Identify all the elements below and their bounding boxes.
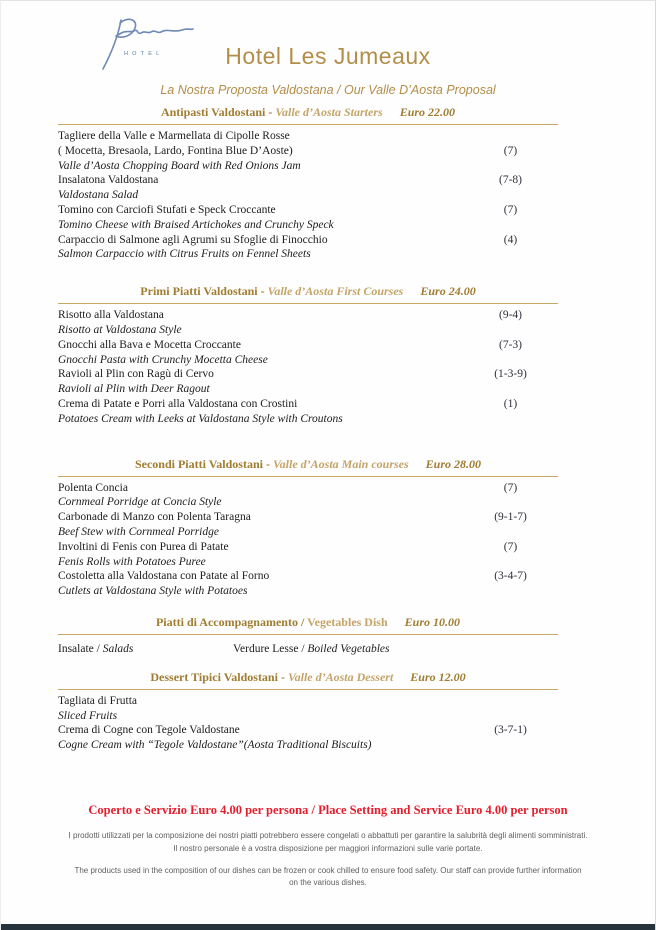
dish-translation: Fenis Rolls with Potatoes Puree bbox=[58, 555, 206, 568]
section-title-en: Valle d’Aosta Dessert bbox=[287, 669, 394, 684]
side-dish-name: Verdure Lesse / bbox=[233, 642, 308, 655]
dish-row bbox=[58, 540, 558, 555]
side-dish-translation: Boiled Vegetables bbox=[307, 642, 390, 655]
dish-allergen-numbers: (9-1-7) bbox=[494, 511, 527, 524]
dish-allergen-numbers: (7-3) bbox=[499, 338, 522, 351]
logo-hotel-text: HOTEL bbox=[124, 51, 164, 57]
dish-allergen-numbers: (7) bbox=[503, 203, 518, 216]
page-title: Hotel Les Jumeaux bbox=[225, 43, 431, 69]
dish-translation: Tomino Cheese with Braised Artichokes and Crunchy Speck bbox=[58, 218, 334, 231]
section-title-en: Valle d’Aosta First Courses bbox=[267, 284, 404, 299]
section-price: Euro 28.00 bbox=[425, 456, 482, 471]
dish-allergen-numbers: (3-7-1) bbox=[494, 724, 527, 737]
dish-name: Crema di Patate e Porri alla Valdostana con Crostini bbox=[58, 397, 298, 410]
dish-translation: Cornmeal Porridge at Concia Style bbox=[58, 496, 222, 509]
dish-row bbox=[58, 129, 558, 144]
section-header bbox=[58, 105, 558, 124]
section-items bbox=[58, 635, 558, 657]
dish-row bbox=[58, 338, 558, 353]
section-price: Euro 10.00 bbox=[404, 614, 461, 629]
dish-translation: Beef Stew with Cornmeal Porridge bbox=[58, 525, 219, 538]
dish-name: Carbonade di Manzo con Polenta Taragna bbox=[58, 511, 251, 524]
side-dishes-row bbox=[58, 639, 558, 657]
dish-row bbox=[58, 308, 558, 323]
section-header bbox=[58, 457, 558, 476]
dish-translation: Cutlets at Valdostana Style with Potatoes bbox=[58, 585, 248, 598]
dish-allergen-numbers: (1) bbox=[503, 397, 518, 410]
section-items bbox=[58, 304, 558, 426]
section-title-it: Secondi Piatti Valdostani - bbox=[134, 456, 270, 471]
dish-allergen-numbers bbox=[463, 129, 558, 144]
dish-allergen-numbers bbox=[463, 694, 558, 709]
dish-name: Tagliere della Valle e Marmellata di Cipolle Rosse bbox=[58, 130, 290, 142]
dish-name-line2: ( Mocetta, Bresaola, Lardo, Fontina Blue D’Aoste) bbox=[58, 144, 293, 157]
section-header bbox=[58, 615, 558, 634]
dish-name: Risotto alla Valdostana bbox=[58, 309, 164, 322]
section-items bbox=[58, 690, 558, 753]
dish-allergen-numbers: (7) bbox=[503, 481, 518, 494]
dish-translation: Valdostana Salad bbox=[58, 189, 139, 202]
section-title-en: Valle d’Aosta Starters bbox=[275, 105, 383, 119]
dish-name: Crema di Cogne con Tegole Valdostane bbox=[58, 724, 240, 737]
menu-section-primi bbox=[58, 284, 558, 426]
menu-section-antipasti bbox=[58, 105, 558, 262]
side-dish bbox=[58, 642, 233, 657]
section-price: Euro 12.00 bbox=[410, 669, 466, 684]
menu-section-secondi bbox=[58, 457, 558, 599]
dish-row bbox=[58, 481, 558, 496]
dish-row bbox=[58, 723, 558, 738]
dish-name: Involtini di Fenis con Purea di Patate bbox=[58, 540, 229, 553]
dish-row bbox=[58, 144, 558, 159]
section-title-it: Primi Piatti Valdostani - bbox=[140, 284, 265, 299]
dish-allergen-numbers: (7) bbox=[503, 540, 518, 553]
dish-row bbox=[58, 173, 558, 188]
disclaimer-italian-line1: I prodotti utilizzati per la composizione dei nostri piatti potrebbero essere congelati o abbattuti per garantire la salubrità degli alimenti somministrati. bbox=[68, 831, 588, 840]
dish-allergen-numbers: (7-8) bbox=[499, 174, 522, 187]
disclaimer-italian-line2: Il nostro personale è a vostra disposizione per maggiori informazioni sulle varie portate. bbox=[173, 843, 483, 853]
dish-row bbox=[58, 694, 558, 709]
dish-row bbox=[58, 367, 558, 382]
dish-name: Ravioli al Plin con Ragù di Cervo bbox=[58, 368, 214, 381]
side-dish-translation: Salads bbox=[102, 642, 134, 655]
section-header bbox=[58, 670, 558, 689]
section-price: Euro 24.00 bbox=[420, 284, 476, 299]
signature-strokes bbox=[103, 19, 193, 69]
section-items bbox=[58, 125, 558, 262]
dish-row bbox=[58, 569, 558, 584]
section-price: Euro 22.00 bbox=[399, 105, 456, 119]
dish-row bbox=[58, 203, 558, 218]
dish-allergen-numbers: (9-4) bbox=[499, 309, 522, 322]
dish-name: Tagliata di Frutta bbox=[58, 694, 138, 707]
dish-row bbox=[58, 510, 558, 525]
disclaimer-english-line2: on the various dishes. bbox=[289, 878, 367, 888]
dish-name: Insalatona Valdostana bbox=[58, 174, 159, 187]
dish-name: Tomino con Carciofi Stufati e Speck Croccante bbox=[58, 203, 276, 216]
disclaimer-english bbox=[1, 865, 655, 891]
dish-name: Costoletta alla Valdostana con Patate al Forno bbox=[58, 570, 270, 583]
menu-section-dessert bbox=[58, 670, 558, 753]
dish-translation: Potatoes Cream with Leeks at Valdostana Style with Croutons bbox=[58, 412, 343, 425]
dish-translation: Salmon Carpaccio with Citrus Fruits on Fennel Sheets bbox=[58, 248, 311, 261]
disclaimer-italian bbox=[1, 830, 655, 856]
dish-row bbox=[58, 397, 558, 412]
page-footer bbox=[1, 803, 655, 890]
dish-name: Gnocchi alla Bava e Mocetta Croccante bbox=[58, 338, 241, 351]
page-bottom-edge bbox=[1, 924, 655, 930]
dish-translation: Valle d’Aosta Chopping Board with Red Onions Jam bbox=[58, 159, 301, 172]
side-dish-name: Insalate / bbox=[58, 642, 103, 655]
dish-allergen-numbers: (4) bbox=[503, 233, 518, 246]
side-dish bbox=[233, 642, 389, 657]
section-items bbox=[58, 477, 558, 599]
menu-sections bbox=[58, 105, 558, 753]
section-title-en: Valle d’Aosta Main courses bbox=[272, 456, 409, 471]
dish-allergen-numbers: (3-4-7) bbox=[494, 570, 527, 583]
section-title-it: Piatti di Accompagnamento / bbox=[155, 614, 305, 629]
dish-translation: Risotto at Valdostana Style bbox=[58, 323, 182, 336]
dish-translation: Gnocchi Pasta with Crunchy Mocetta Cheese bbox=[58, 353, 268, 366]
prima-hotel-logo bbox=[91, 15, 203, 77]
menu-section-accompagnamento bbox=[58, 615, 558, 657]
dish-name: Polenta Concia bbox=[58, 481, 128, 494]
section-title-en: Vegetables Dish bbox=[307, 614, 388, 629]
disclaimer-english-line1: The products used in the composition of our dishes can be frozen or cook chilled to ensure food safety. Our staff can provide further information bbox=[74, 865, 582, 875]
section-title-it: Dessert Tipici Valdostani - bbox=[150, 669, 285, 684]
section-title-it: Antipasti Valdostani - bbox=[160, 105, 273, 119]
dish-row bbox=[58, 233, 558, 248]
dish-allergen-numbers: (1-3-9) bbox=[494, 368, 527, 381]
dish-allergen-numbers: (7) bbox=[503, 144, 518, 157]
section-header bbox=[58, 284, 558, 303]
cover-charge-notice: Coperto e Servizio Euro 4.00 per persona / Place Setting and Service Euro 4.00 per person bbox=[88, 803, 568, 817]
dish-name: Carpaccio di Salmone agli Agrumi su Sfoglie di Finocchio bbox=[58, 233, 328, 246]
dish-translation: Cogne Cream with “Tegole Valdostane”(Aosta Traditional Biscuits) bbox=[58, 739, 372, 752]
dish-translation: Ravioli al Plin with Deer Ragout bbox=[58, 383, 210, 396]
dish-translation: Sliced Fruits bbox=[58, 709, 118, 722]
page-subtitle: La Nostra Proposta Valdostana / Our Valle D’Aosta Proposal bbox=[160, 83, 496, 97]
